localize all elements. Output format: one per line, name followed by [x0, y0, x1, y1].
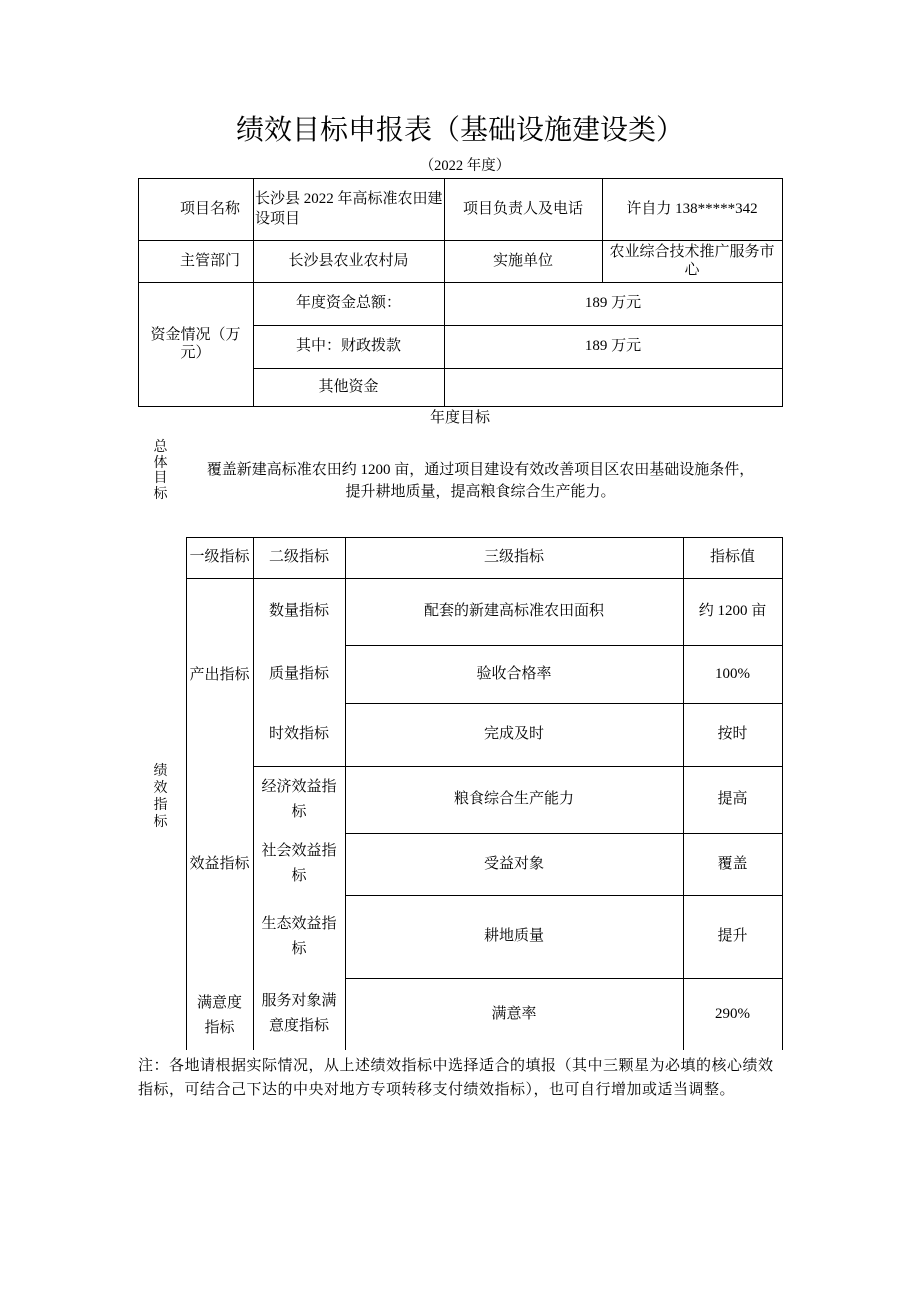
level3-cell: 受益对象	[483, 855, 544, 872]
level3-cell: 耕地质量	[483, 928, 544, 944]
level2-cell: 服务对象满意度指标	[261, 993, 337, 1034]
header-value: 指标值	[709, 549, 755, 565]
level2-cell: 质量指标	[268, 665, 329, 682]
project-name-value: 长沙县 2022 年高标准农田建设项目	[255, 191, 443, 227]
funds-label: 资金情况（万元）	[150, 327, 241, 361]
table-rule	[782, 537, 783, 1050]
project-manager-label: 项目负责人及电话	[462, 200, 583, 217]
overall-goal-text: 覆盖新建高标准农田约 1200 亩，通过项目建设有效改善项目区农田基础设施条件，提升耕地质量，提高粮食综合生产能力。	[206, 462, 755, 500]
indicator-value: 290%	[715, 1005, 750, 1022]
header-level2: 二级指标	[268, 549, 329, 565]
fiscal-allocation-label: 其中：财政拨款	[295, 338, 401, 354]
level2-cell: 时效指标	[268, 726, 329, 742]
indicator-value: 提高	[717, 791, 748, 807]
implementing-unit-value: 农业综合技术推广服务市心	[609, 244, 775, 278]
form-note: 注：各地请根据实际情况，从上述绩效指标中选择适合的填报（其中三颗星为必填的核心绩效指标，可结合己下达的中央对地方专项转移支付绩效指标），也可自行增加或适当调整。	[138, 1058, 774, 1098]
project-name-label: 项目名称	[179, 200, 240, 217]
project-manager-value: 许自力 138*****342	[626, 200, 758, 217]
other-funds-value	[444, 368, 782, 406]
indicator-value: 约 1200 亩	[698, 603, 767, 619]
level2-cell: 经济效益指标	[261, 778, 337, 820]
form-year: （2022 年度）	[419, 158, 511, 174]
form-title: 绩效目标申报表（基础设施建设类）	[235, 113, 684, 146]
level3-cell: 配套的新建高标准农田面积	[423, 603, 604, 619]
performance-indicator-label: 绩效指标	[153, 764, 168, 830]
indicator-value: 100%	[715, 665, 750, 682]
level1-satisfaction: 满意度指标	[196, 994, 242, 1036]
indicator-value: 提升	[717, 928, 748, 944]
fiscal-allocation-value: 189 万元	[584, 338, 642, 354]
level3-cell: 满意率	[491, 1005, 537, 1022]
level1-benefit: 效益指标	[189, 855, 250, 872]
level2-cell: 数量指标	[268, 603, 329, 619]
level2-cell: 社会效益指标	[261, 843, 337, 884]
level3-cell: 粮食综合生产能力	[453, 791, 574, 807]
header-level1: 一级指标	[189, 549, 250, 565]
competent-dept-label: 主管部门	[179, 252, 240, 269]
level2-cell: 生态效益指标	[261, 915, 337, 957]
level3-cell: 验收合格率	[476, 665, 552, 682]
header-level3: 三级指标	[483, 549, 544, 565]
table-rule	[782, 178, 783, 407]
competent-dept-value: 长沙县农业农村局	[288, 252, 409, 269]
level1-output: 产出指标	[189, 666, 250, 683]
other-funds-label: 其他资金	[318, 378, 379, 395]
indicator-value: 按时	[717, 726, 748, 742]
annual-funds-total-label: 年度资金总额：	[295, 295, 401, 311]
overall-goal-label: 总体目标	[153, 440, 168, 502]
level3-cell: 完成及时	[483, 726, 544, 742]
annual-goal-heading: 年度目标	[429, 410, 490, 426]
implementing-unit-label: 实施单位	[492, 252, 553, 269]
table-rule	[138, 406, 783, 407]
annual-funds-total-value: 189 万元	[584, 295, 642, 311]
indicator-value: 覆盖	[717, 855, 748, 872]
